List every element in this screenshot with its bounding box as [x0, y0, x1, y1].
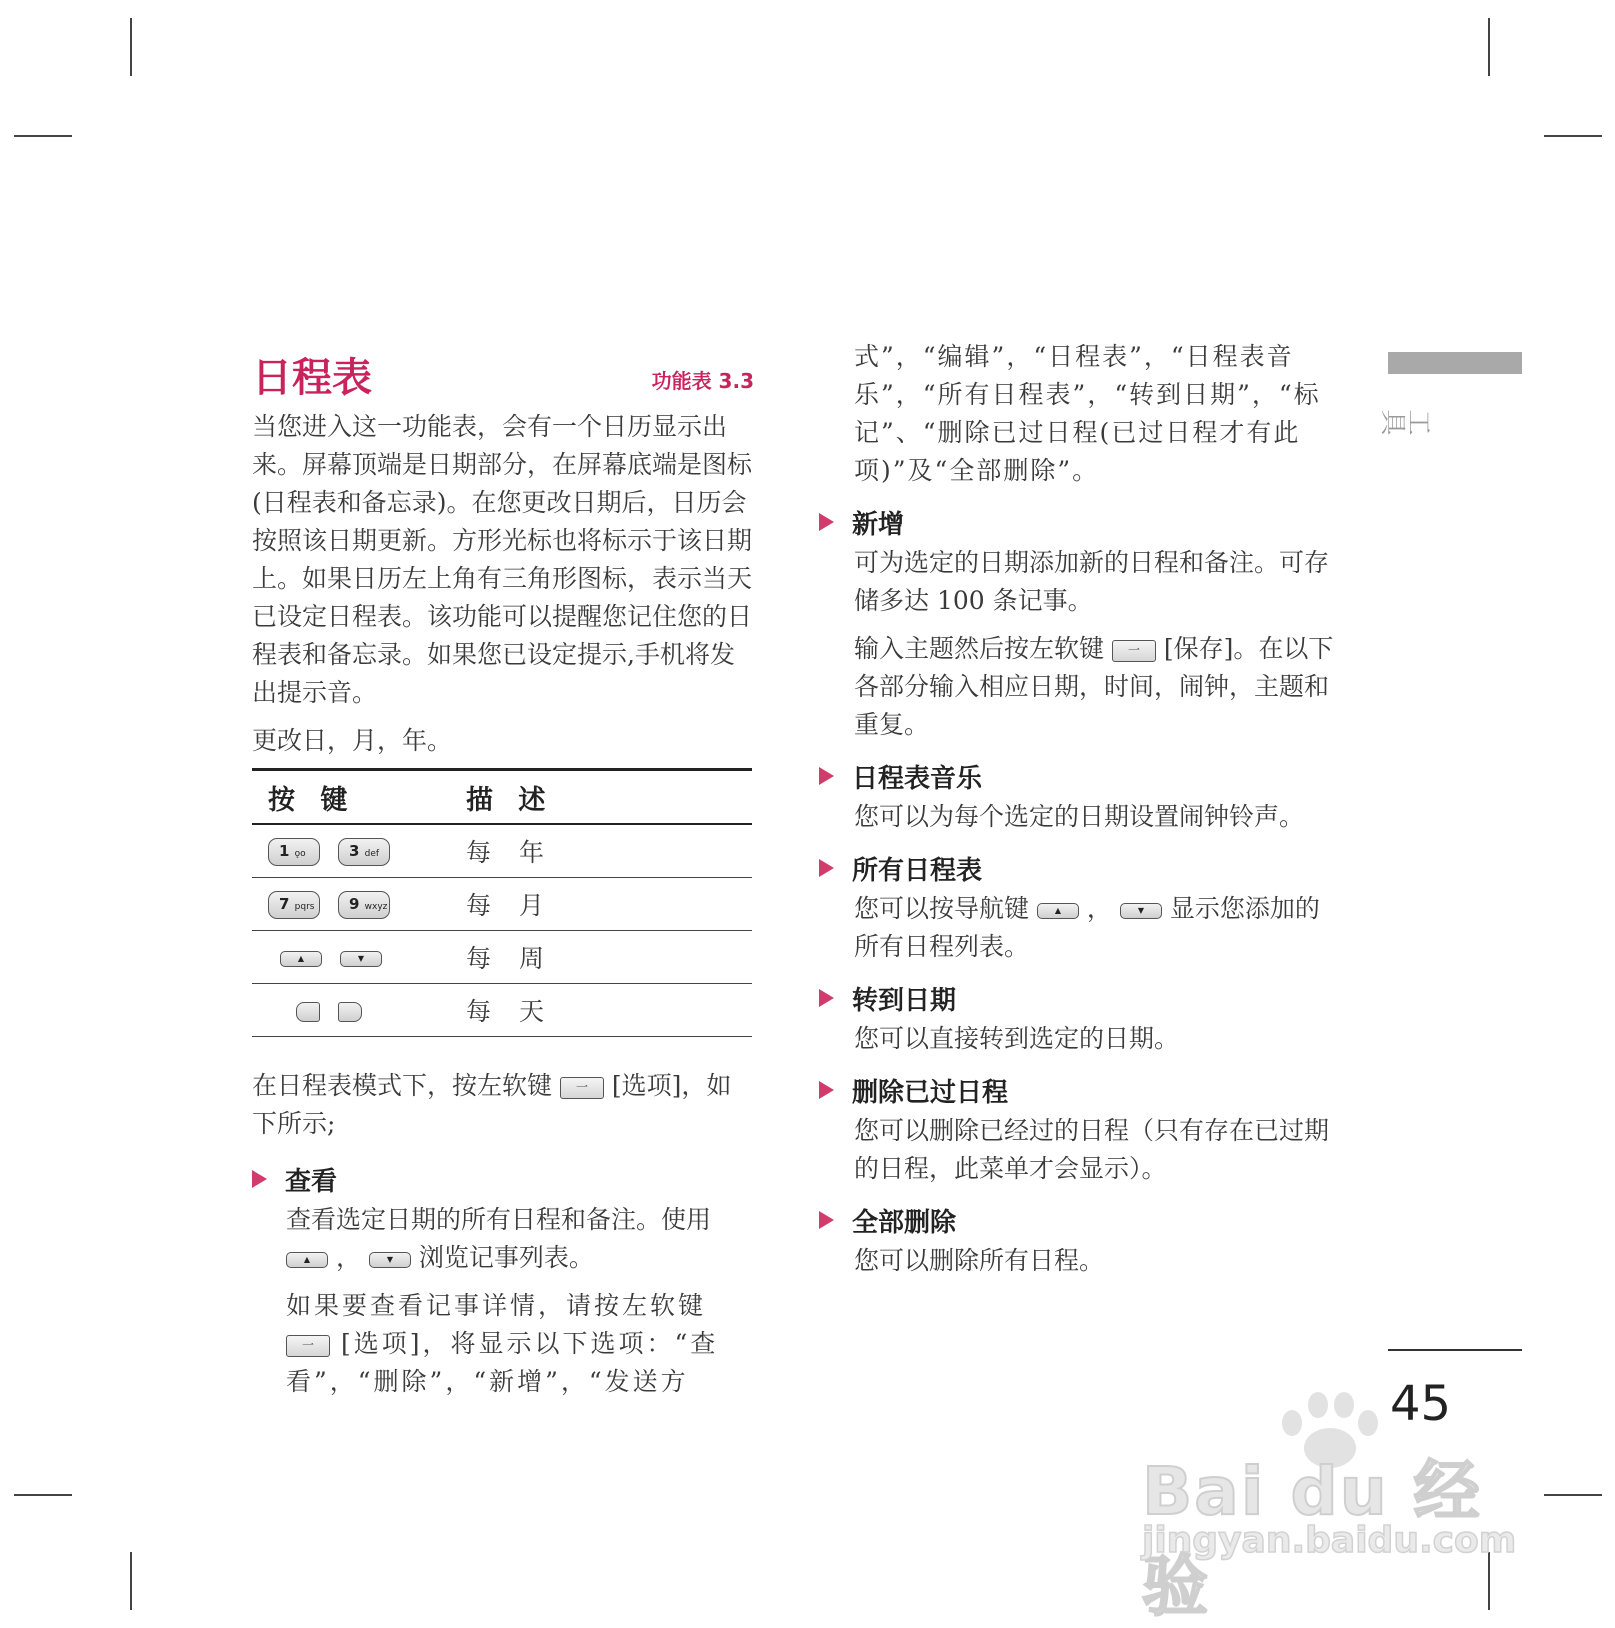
description-cell: 每 周 — [466, 931, 752, 984]
bullet-triangle-icon — [819, 989, 834, 1007]
section-text: 您可以按导航键 ▲ ， ▼ 显示您添加的所有日程列表。 — [854, 894, 1320, 961]
nav-up-key-icon: ▲ — [280, 951, 322, 967]
section-go-to-date — [819, 976, 1340, 1020]
nav-left-key-icon — [296, 1002, 320, 1022]
header-description: 描 述 — [466, 770, 752, 825]
watermark-brand: Bai du 经验 — [1142, 1453, 1482, 1625]
crop-mark — [1544, 135, 1602, 137]
key-1-icon: 1 ǫo — [268, 838, 320, 866]
section-view — [252, 1157, 754, 1201]
key-cell — [252, 931, 466, 984]
bullet-triangle-icon — [819, 859, 834, 877]
key-3-icon: 3 def — [338, 838, 390, 866]
section-title: 转到日期 — [852, 985, 957, 1016]
section-all-schedules — [819, 846, 1340, 890]
section-title: 日程表音乐 — [852, 763, 983, 794]
key-table — [252, 768, 752, 1037]
section-title: 新增 — [852, 509, 905, 540]
key-7-icon: 7 pqrs — [268, 891, 320, 919]
chapter-tab-bar — [1388, 352, 1522, 374]
section-text: 您可以删除已经过的日程（只有存在已过期的日程，此菜单才会显示）。 — [854, 1116, 1330, 1183]
section-text: 可为选定的日期添加新的日程和备注。可存储多达 100 条记事。 — [854, 548, 1330, 615]
crop-mark — [1488, 18, 1490, 76]
left-soft-key-icon: 一 — [560, 1077, 604, 1099]
baidu-watermark — [1142, 1388, 1522, 1625]
left-column — [252, 346, 754, 1401]
nav-up-key-icon: ▲ — [1037, 903, 1079, 919]
bullet-triangle-icon — [819, 1211, 834, 1229]
section-title: 删除已过日程 — [852, 1077, 1009, 1108]
section-view-body — [252, 1201, 754, 1401]
section-delete-past — [819, 1068, 1340, 1112]
intro-paragraph: 当您进入这一功能表，会有一个日历显示出来。屏幕顶端是日期部分，在屏幕底端是图标(日程表和备忘录)。在您更改日期后，日历会按照该日期更新。方形光标也将标示于该日期上。如果日历左上角有三角形图标，表示当天已设定日程表。该功能可以提醒您记住您的日程表和备忘录。如果您已设定提示,手机将发出提示音。 — [252, 412, 753, 707]
section-title: 查看 — [285, 1166, 338, 1197]
crop-mark — [14, 135, 72, 137]
watermark-url: jingyan.baidu.com — [1142, 1520, 1517, 1561]
left-soft-key-icon: 一 — [1112, 640, 1156, 662]
crop-mark — [130, 1552, 132, 1610]
heading — [252, 346, 754, 401]
description-cell: 每 年 — [466, 824, 752, 878]
nav-down-key-icon: ▼ — [1120, 903, 1162, 919]
section-add — [819, 500, 1340, 544]
right-column — [820, 342, 1340, 1280]
chapter-tab-label: 工具 — [1381, 405, 1433, 435]
key-cell — [252, 878, 466, 931]
header-key: 按 键 — [252, 770, 466, 825]
bullet-triangle-icon — [819, 513, 834, 531]
key-9-icon: 9 wxyz — [338, 891, 390, 919]
nav-down-key-icon: ▼ — [340, 951, 382, 967]
change-date-line: 更改日，月，年。 — [252, 726, 453, 755]
table-row — [252, 984, 752, 1037]
table-row — [252, 931, 752, 984]
crop-mark — [130, 18, 132, 76]
view-paragraph-2: 如果要查看记事详情，请按左软键 一 [选项]，将显示以下选项：“查看”，“删除”，“新增”，“发送方 — [286, 1291, 719, 1396]
key-cell — [252, 984, 466, 1037]
description-cell: 每 天 — [466, 984, 752, 1037]
section-text: 您可以直接转到选定的日期。 — [854, 1024, 1180, 1053]
description-cell: 每 月 — [466, 878, 752, 931]
menu-reference: 功能表 3.3 — [651, 369, 754, 393]
crop-mark — [14, 1494, 72, 1496]
left-soft-key-icon: 一 — [286, 1335, 330, 1357]
page-title: 日程表 — [252, 355, 372, 401]
table-row — [252, 824, 752, 878]
view-paragraph-1: 查看选定日期的所有日程和备注。使用 ▲ ， ▼ 浏览记事列表。 — [286, 1205, 712, 1272]
nav-down-key-icon: ▼ — [369, 1252, 411, 1268]
options-intro: 在日程表模式下，按左软键 一 [选项]，如下所示; — [252, 1071, 732, 1138]
bullet-triangle-icon — [819, 1081, 834, 1099]
section-title: 所有日程表 — [852, 855, 983, 886]
continued-options: 式”，“编辑”，“日程表”，“日程表音乐”，“所有日程表”，“转到日期”，“标记”、“删除已过日程(已过日程才有此项)”及“全部删除”。 — [854, 342, 1321, 485]
table-row — [252, 878, 752, 931]
section-schedule-music — [819, 754, 1340, 798]
section-title: 全部删除 — [852, 1207, 957, 1238]
nav-right-key-icon — [338, 1002, 362, 1022]
key-cell — [252, 824, 466, 878]
page-number-rule — [1388, 1349, 1522, 1351]
section-text: 输入主题然后按左软键 一 [保存]。在以下各部分输入相应日期，时间，闹钟，主题和重复。 — [854, 634, 1334, 739]
nav-up-key-icon: ▲ — [286, 1252, 328, 1268]
page-number: 45 — [1390, 1376, 1452, 1432]
crop-mark — [1544, 1494, 1602, 1496]
table-header-row — [252, 770, 752, 825]
bullet-triangle-icon — [819, 767, 834, 785]
section-delete-all — [819, 1198, 1340, 1242]
section-text: 您可以为每个选定的日期设置闹钟铃声。 — [854, 802, 1305, 831]
bullet-triangle-icon — [252, 1170, 267, 1188]
section-text: 您可以删除所有日程。 — [854, 1246, 1105, 1275]
